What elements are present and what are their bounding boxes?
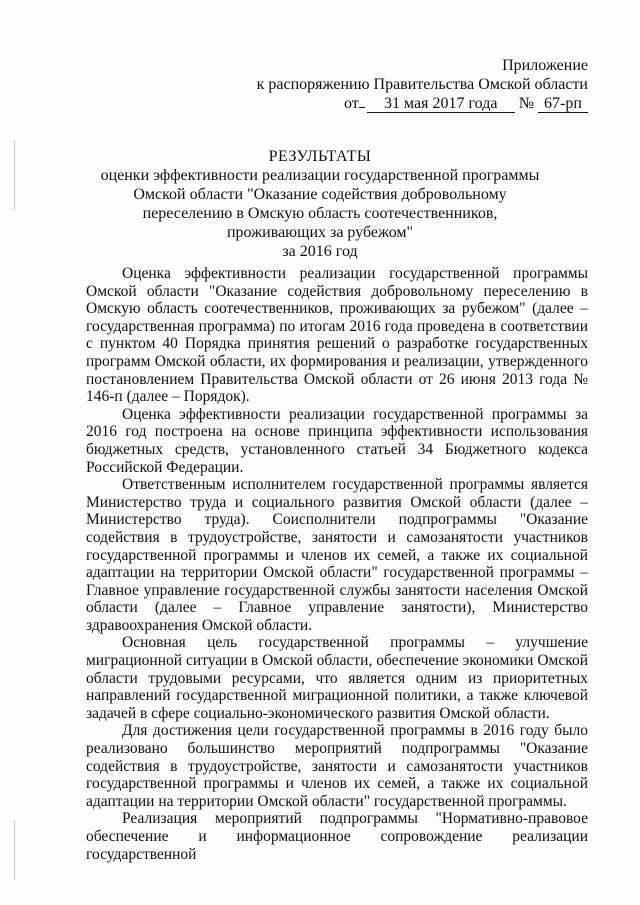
body-paragraph: Для достижения цели государственной программы в 2016 году было реализовано большинство мероприятий подпрограммы "Оказание содействия в трудоустройстве, занятости и самозанятости участников государственной программы и членов их семей, а также их социальной адаптации на территории Омской области" государственной программы. xyxy=(86,722,588,810)
scan-edge-mark xyxy=(14,820,15,880)
order-date-number-line xyxy=(228,94,588,113)
body-paragraph: Оценка эффективности реализации государственной программы Омской области "Оказание содействия добровольному переселению в Омскую область соотечественников, проживающих за рубежом" (далее – государственная программа) по итогам 2016 года проведена в соответствии с пунктом 40 Порядка принятия решений о разработке государственных программ Омской области, их формирования и реализации, утвержденного постановлением Правительства Омской области от 26 июня 2013 года № 146-п (далее – Порядок). xyxy=(86,265,588,406)
appendix-order-reference: к распоряжению Правительства Омской области xyxy=(256,76,588,93)
document-title: РЕЗУЛЬТАТЫ xyxy=(268,148,372,165)
heading-line: Омской области "Оказание содействия добровольному xyxy=(133,186,507,203)
document-body xyxy=(86,265,588,863)
heading-line: проживающих за рубежом" xyxy=(226,224,414,241)
appendix-header xyxy=(228,56,588,113)
scan-edge-mark xyxy=(14,140,15,210)
blank-underline xyxy=(359,107,365,108)
appendix-label: Приложение xyxy=(502,57,588,74)
body-paragraph: Основная цель государственной программы – улучшение миграционной ситуации в Омской области, обеспечение экономики Омской области трудовыми ресурсами, что является одним из приоритетных направлений государственной миграционной политики, а также ключевой задачей в сфере социально-экономического развития Омской области. xyxy=(86,634,588,722)
order-from-prefix: от xyxy=(343,95,359,112)
body-paragraph-continued: Реализация мероприятий подпрограммы "Нормативно-правовое обеспечение и информационное сопровождение реализации государственной xyxy=(86,810,588,863)
body-paragraph: Ответственным исполнителем государственной программы является Министерство труда и социального развития Омской области (далее – Министерство труда). Соисполнители подпрограммы "Оказание содействия в трудоустройстве, занятости и самозанятости участников государственной программы и членов их семей, а также их социальной адаптации на территории Омской области" государственной программы – Главное управление государственной службы занятости населения Омской области (далее – Главное управление занятости), Министерство здравоохранения Омской области. xyxy=(86,476,588,634)
heading-year: за 2016 год xyxy=(282,243,358,260)
document-heading xyxy=(60,147,580,261)
body-paragraph: Оценка эффективности реализации государственной программы за 2016 год построена на основе принципа эффективности использования бюджетных средств, установленного статьей 34 Бюджетного кодекса Российской Федерации. xyxy=(86,405,588,476)
order-date: 31 мая 2017 года xyxy=(367,96,515,113)
heading-line: оценки эффективности реализации государственной программы xyxy=(100,167,540,184)
heading-line: переселению в Омскую область соотечественников, xyxy=(142,205,498,222)
order-number: 67-рп xyxy=(538,96,588,113)
order-number-sign: № xyxy=(518,95,534,112)
